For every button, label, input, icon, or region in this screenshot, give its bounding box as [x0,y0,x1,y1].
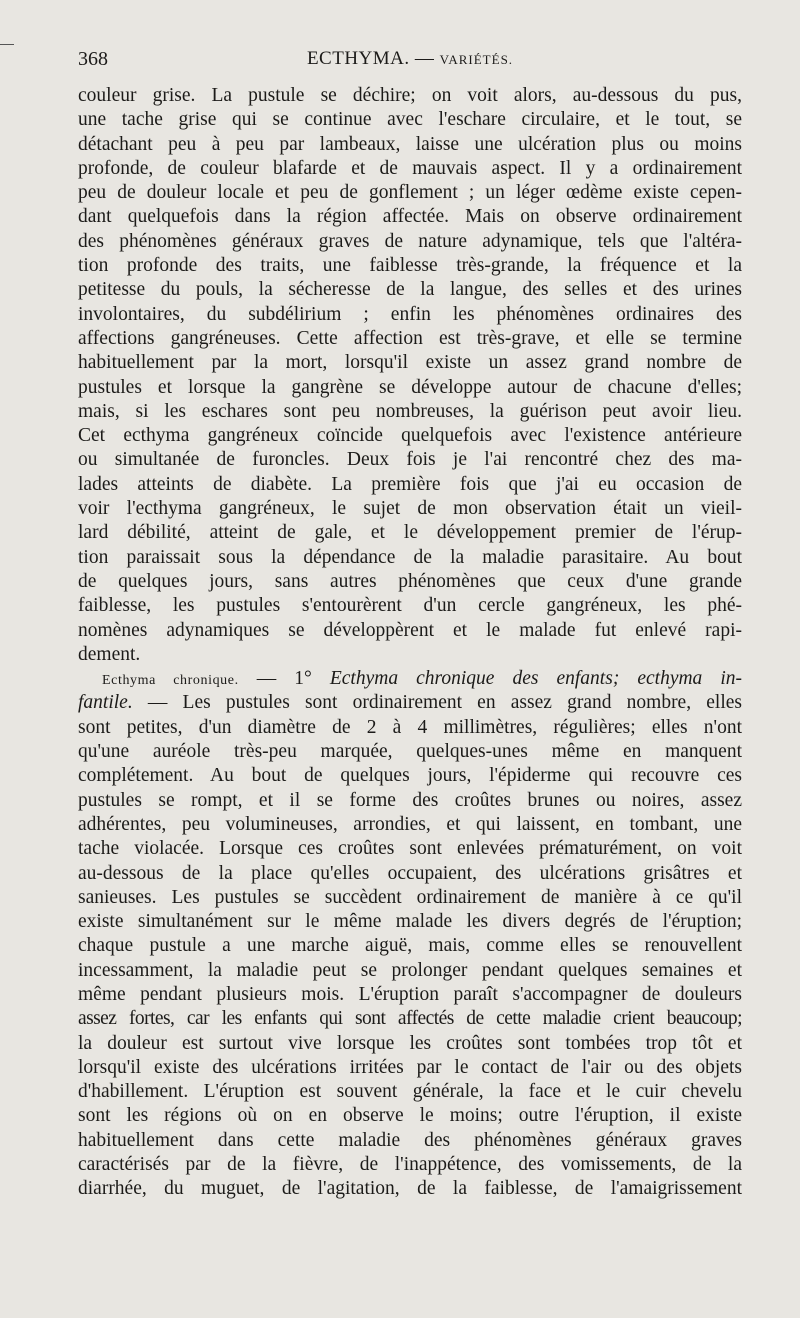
body-text [78,84,742,1202]
text-line: faiblesse, les pustules s'entourèrent d'un cercle gangréneux, les phé- [78,595,742,617]
text-line: qu'une auréole très-peu marquée, quelques-unes même en manquent [78,741,742,763]
text-line: habituellement par la mort, lorsqu'il existe un assez grand nombre de [78,352,742,374]
text-line: tion paraissait sous la dépendance de la maladie parasitaire. Au bout [78,546,742,568]
section-heading: Ecthyma chronique. [102,673,239,689]
text-line: sont les régions où on en observe le moins; outre l'éruption, il existe [78,1105,742,1127]
text-line: existe simultanément sur le même malade les divers degrés de l'éruption; [78,911,742,933]
text-line: Cet ecthyma gangréneux coïncide quelquefois avec l'existence antérieure [78,425,742,447]
text-line: de quelques jours, sans autres phénomènes que ceux d'une grande [78,570,742,592]
page-edge-mark [0,44,14,45]
text-line: lades atteints de diabète. La première fois que j'ai eu occasion de [78,473,742,495]
text-line: lard débilité, atteint de gale, et le développement premier de l'érup- [78,522,742,544]
running-title [78,44,742,75]
section-subtitle-cont: fantile. [78,692,133,714]
running-title-dash: — [414,48,435,69]
text-line: une tache grise qui se continue avec l'eschare circulaire, et le tout, se [78,109,742,131]
text-line: assez fortes, car les enfants qui sont affectés de cette maladie crient beaucoup; [78,1008,742,1030]
text-line: diarrhée, du muguet, de l'agitation, de la faiblesse, de l'amaigrissement [78,1178,742,1200]
text-line: mais, si les eschares sont peu nombreuses, la guérison peut avoir lieu. [78,400,742,422]
text-line: involontaires, du subdélirium ; enfin les phénomènes ordinaires des [78,303,742,325]
text-line: habituellement dans cette maladie des phénomènes généraux graves [78,1129,742,1151]
text-line: petitesse du pouls, la sécheresse de la langue, des selles et des urines [78,279,742,301]
text-line: des phénomènes généraux graves de nature adynamique, tels que l'altéra- [78,230,742,252]
text-line: pustules se rompt, et il se forme des croûtes brunes ou noires, assez [78,789,742,811]
running-title-subtitle: VARIÉTÉS. [439,52,514,67]
text-line: incessamment, la maladie peut se prolonger pendant quelques semaines et [78,959,742,981]
running-title-main: ECTHYMA. [306,48,410,69]
text-line: dement. [78,643,141,665]
text-line: sanieuses. Les pustules se succèdent ordinairement de manière à ce qu'il [78,886,742,908]
text-line: tache violacée. Lorsque ces croûtes sont enlevées prématurément, on voit [78,838,742,860]
text-line: couleur grise. La pustule se déchire; on voit alors, au-dessous du pus, [78,85,742,106]
text-line: sont petites, d'un diamètre de 2 à 4 millimètres, régulières; elles n'ont [78,716,742,738]
section-first-text: — Les pustules sont ordinairement en assez grand nombre, elles [132,692,742,714]
page-number: 368 [78,48,108,70]
text-line: peu de douleur locale et peu de gonflement ; un léger œdème existe cepen- [78,182,742,204]
text-line: dant quelquefois dans la région affectée. Mais on observe ordinairement [78,206,742,228]
text-line: nomènes adynamiques se développèrent et le malade fut enlevé rapi- [78,619,742,641]
text-line: au-dessous de la place qu'elles occupaient, des ulcérations grisâtres et [78,862,742,884]
text-line: profonde, de couleur blafarde et de mauvais aspect. Il y a ordinairement [78,157,742,179]
text-line: même pendant plusieurs mois. L'éruption paraît s'accompagner de douleurs [78,983,742,1005]
section-heading-line [78,667,742,691]
running-header [78,44,742,74]
text-line: adhérentes, peu volumineuses, arrondies, et qui laissent, en tombant, une [78,813,742,835]
text-line: caractérisés par de la fièvre, de l'inappétence, des vomissements, de la [78,1154,742,1176]
text-line: complétement. Au bout de quelques jours, l'épiderme qui recouvre ces [78,765,742,787]
text-line: voir l'ecthyma gangréneux, le sujet de mon observation était un vieil- [78,498,742,520]
section-subtitle: Ecthyma chronique des enfants; ecthyma in- [329,668,742,690]
text-line: lorsqu'il existe des ulcérations irritées par le contact de l'air ou des objets [78,1056,742,1078]
text-line: tion profonde des traits, une faiblesse très-grande, la fréquence et la [78,255,742,277]
text-line: ou simultanée de furoncles. Deux fois je l'ai rencontré chez des ma- [78,449,742,471]
text-line [78,691,742,715]
text-line: chaque pustule a une marche aiguë, mais, comme elles se renouvellent [78,935,742,957]
text-line: la douleur est surtout vive lorsque les croûtes sont tombées trop tôt et [78,1032,742,1054]
text-line: pustules et lorsque la gangrène se développe autour de chacune d'elles; [78,376,742,398]
text-line: affections gangréneuses. Cette affection est très-grave, et elle se termine [78,327,742,349]
text-line: détachant peu à peu par lambeaux, laisse une ulcération plus ou moins [78,133,742,155]
book-page [78,0,742,1318]
section-heading-dash: — 1° [238,668,330,690]
text-line: d'habillement. L'éruption est souvent générale, la face et le cuir chevelu [78,1081,742,1103]
